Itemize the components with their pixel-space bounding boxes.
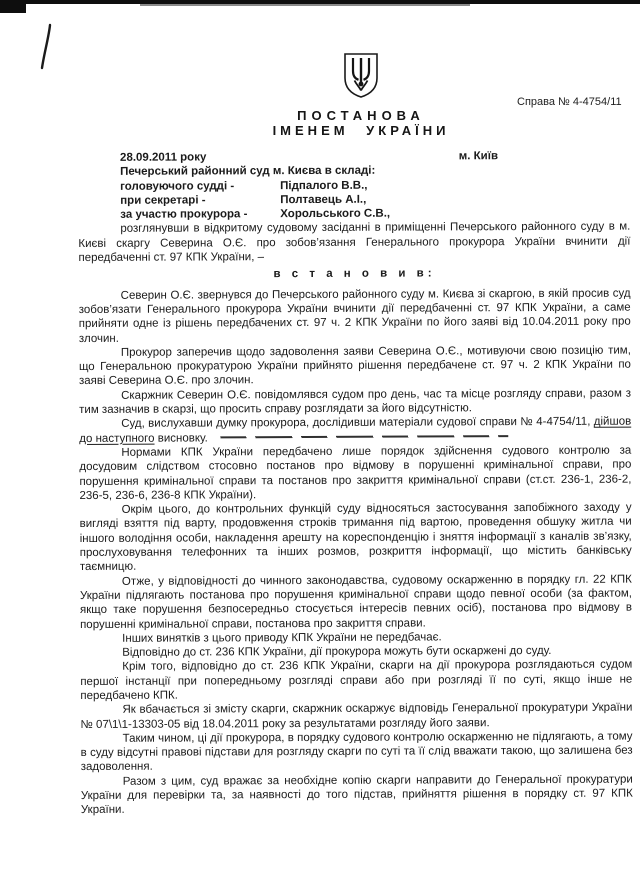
paragraph-text: Суд, вислухавши думку прокурора, дослідивши матеріали судової справи № 4-4754/11,: [121, 416, 594, 431]
scan-artifact-dashes: [220, 435, 508, 438]
body-paragraph: Северин О.Є. звернувся до Печерського районного суду м. Києва зі скаргою, в якій просив суд зобов’язати Генерального прокурора України вчинити дії передбаченні ст. 97 КПК України, а саме прийняти одне із рішень передбачених ст. 97 ч. 2 КПК України по його заяві від 10.04.2011 року про злочин.: [78, 287, 631, 345]
document-body: [78, 149, 633, 818]
body-paragraph: Таким чином, ці дії прокурора, в порядку судового контролю оскарженню не підлягають, а тому в суду відсутні правові підстави для розгляду скарги по суті та її слід вважати такою, що залишена без задоволення.: [80, 730, 633, 774]
body-paragraph: Нормами КПК України передбачено лише порядок здійснення судового контролю за досудовим слідством стосовно постанов про відмову в порушенні кримінальної справи, про порушення кримінальної справи та постанов про закриття кримінальної справи (ст.ст. 236-1, 236-2, 236-5, 236-6, 236-8 КПК України).: [79, 444, 632, 502]
body-paragraph: Прокурор заперечив щодо задоволення заяви Северина О.Є., мотивуючи свою позицію тим, що Генеральною прокуратурою України прийнято рішення передбачене ст. 97 ч. 2 КПК України по заяві Северина О.Є. про злочин.: [78, 344, 631, 388]
document-subtitle: ІМЕНЕМ УКРАЇНИ: [272, 123, 450, 138]
body-paragraph: Крім того, відповідно до ст. 236 КПК України, скарги на дії прокурора розглядаються судом першої інстанції при попередньому розгляді справи або при розгляді її по суті, якщо інше не передбачено КПК.: [80, 658, 633, 702]
judge-name: Підпалого В.В.,: [280, 179, 368, 192]
handwritten-pen-mark: [36, 22, 56, 72]
body-paragraph-with-underline: [79, 415, 631, 446]
scan-artifact-corner-block: [0, 0, 26, 13]
underlined-scan-text: дійшов до наступного: [79, 415, 632, 445]
body-paragraph: Разом з цим, суд вражає за необхідне копію скарги направити до Генеральної прокуратури України для перевірки та, за наявності до того підстав, прийняття рішення в порядку ст. 97 КПК України.: [80, 773, 633, 817]
preamble-paragraph: розглянувши в відкритому судовому засіданні в приміщенні Печерського районного суду в м. Києві скаргу Северина О.Є. про зобов’язання Генерального прокурора України вчинити дії передбаченні ст. 97 КПК України, –: [78, 221, 631, 265]
body-paragraph: Як вбачається зі змісту скарги, скаржник оскаржує відповідь Генеральної прокуратури України № 07\1\1-13303-05 від 18.04.2011 року за результатами розгляду його заяви.: [80, 701, 633, 731]
secretary-name: Полтавець А.І.,: [280, 193, 367, 207]
body-paragraph: Скаржник Северин О.Є. повідомлявся судом про день, час та місце розгляду справи, разом з тим зазначив в скарзі, що просить справу розглядати за його відсутністю.: [79, 387, 632, 417]
body-paragraph: Отже, у відповідності до чинного законодавства, судовому оскарженню в порядку гл. 22 КПК України підлягають постанова про порушення кримінальної справи щодо певної особи (за фактом, якщо таке порушення безпосередньо стосується інтересів певних осіб), постанова про відмову в порушенні кримінальної справи, постанова про закриття справи.: [79, 573, 633, 631]
ukraine-trident-icon: [342, 52, 380, 99]
role-label-judge: головуючого судді -: [120, 179, 235, 193]
body-paragraph: Відповідно до ст. 236 КПК України, дії прокурора можуть бути оскаржені до суду.: [122, 645, 552, 659]
body-paragraph: Інших винятків з цього приводу КПК України не передбачає.: [122, 631, 442, 645]
prosecutor-name: Хорольського С.В.,: [280, 207, 391, 221]
court-name-line: Печерський районний суд м. Києва в складі:: [120, 164, 376, 179]
decision-date: 28.09.2011 року: [120, 151, 207, 164]
scan-artifact-top-strip-shadow: [140, 4, 470, 6]
document-title: ПОСТАНОВА: [297, 108, 425, 123]
established-heading: в с т а н о в и в:: [273, 267, 436, 281]
role-label-prosecutor: за участю прокурора -: [120, 208, 248, 222]
body-paragraph: Окрім цього, до контрольних функцій суду відносяться застосування запобіжного заходу у вигляді взяття під варту, продовження строків тримання під вартою, проведення обшуку житла чи іншого володіння особи, накладення арешту на кореспонденцію і зняття інформації з каналів зв’язку, прослуховування телефонних та інших розмов, розкриття інформації, що містить банківську таємницю.: [79, 501, 632, 574]
case-number: Справа № 4-4754/11: [517, 96, 622, 108]
document-title-block: [82, 109, 640, 138]
role-label-secretary: при секретарі -: [120, 194, 206, 207]
decision-city: м. Київ: [458, 150, 499, 163]
paragraph-text: висновку.: [154, 432, 208, 445]
